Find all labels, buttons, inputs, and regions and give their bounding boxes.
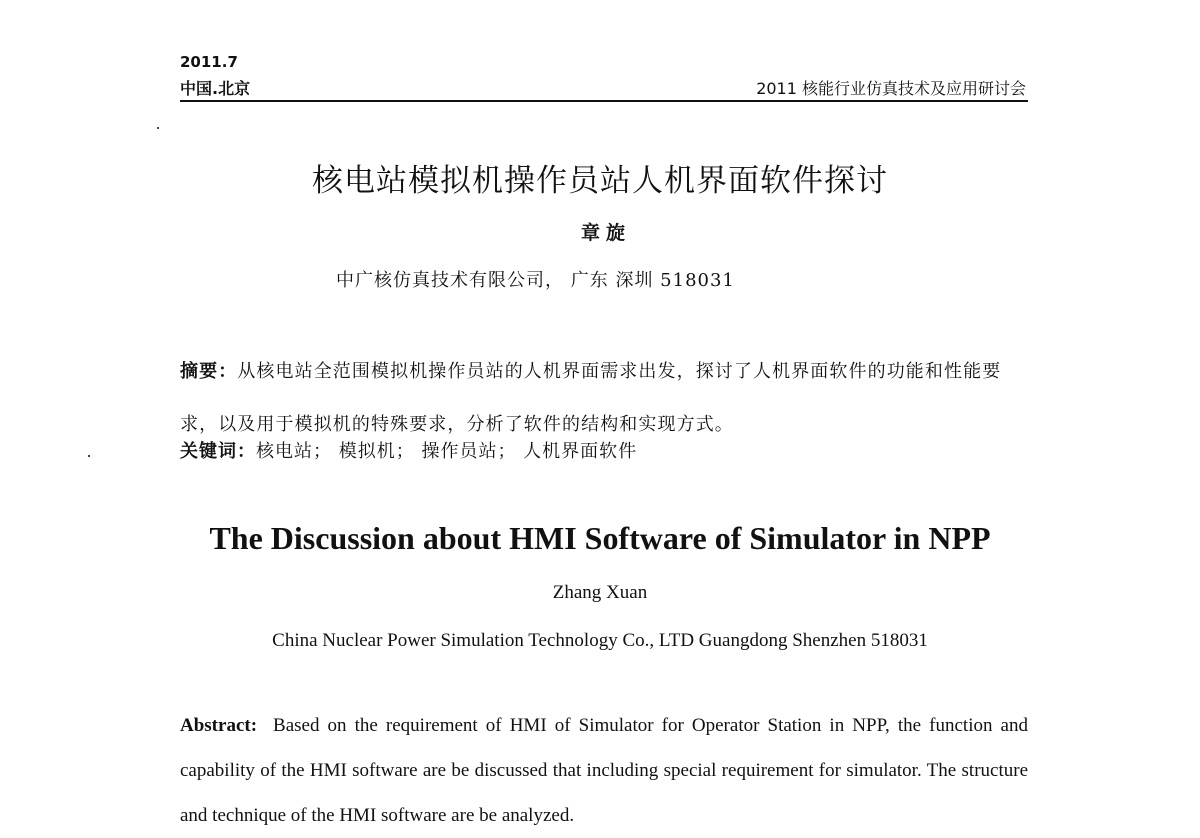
header-conference: 2011 核能行业仿真技术及应用研讨会: [756, 79, 1026, 98]
chinese-abstract-text: 从核电站全范围模拟机操作员站的人机界面需求出发，探讨了人机界面软件的功能和性能要求，以及用于模拟机的特殊要求，分析了软件的结构和实现方式。: [180, 361, 1002, 435]
chinese-author: 章旋: [580, 222, 631, 244]
english-abstract-label: Abstract:: [180, 715, 258, 736]
chinese-keywords-text: 核电站； 模拟机； 操作员站； 人机界面软件: [256, 441, 638, 462]
header-rule: [180, 100, 1028, 102]
header-location: 中国.北京: [180, 79, 251, 98]
chinese-keywords: [180, 437, 637, 463]
chinese-affiliation: 中广核仿真技术有限公司， 广东 深圳 518031: [336, 270, 735, 291]
header-date: 2011.7: [180, 53, 238, 71]
chinese-title: 核电站模拟机操作员站人机界面软件探讨: [312, 163, 888, 199]
english-affiliation: China Nuclear Power Simulation Technology Co., LTD Guangdong Shenzhen 518031: [272, 630, 928, 651]
chinese-abstract-label: 摘要：: [180, 361, 238, 382]
english-author: Zhang Xuan: [552, 582, 648, 603]
scan-speck: [88, 455, 90, 457]
chinese-abstract: [180, 345, 1030, 451]
english-abstract: [180, 703, 1028, 838]
scan-speck: [157, 127, 159, 129]
chinese-keywords-label: 关键词：: [180, 441, 256, 462]
english-title: The Discussion about HMI Software of Simulator in NPP: [209, 520, 991, 556]
english-abstract-text: Based on the requirement of HMI of Simulator for Operator Station in NPP, the function and capability of the HMI software are be discussed that including special requirement for simulator. The structure and technique of the HMI software are be analyzed.: [180, 715, 1028, 826]
